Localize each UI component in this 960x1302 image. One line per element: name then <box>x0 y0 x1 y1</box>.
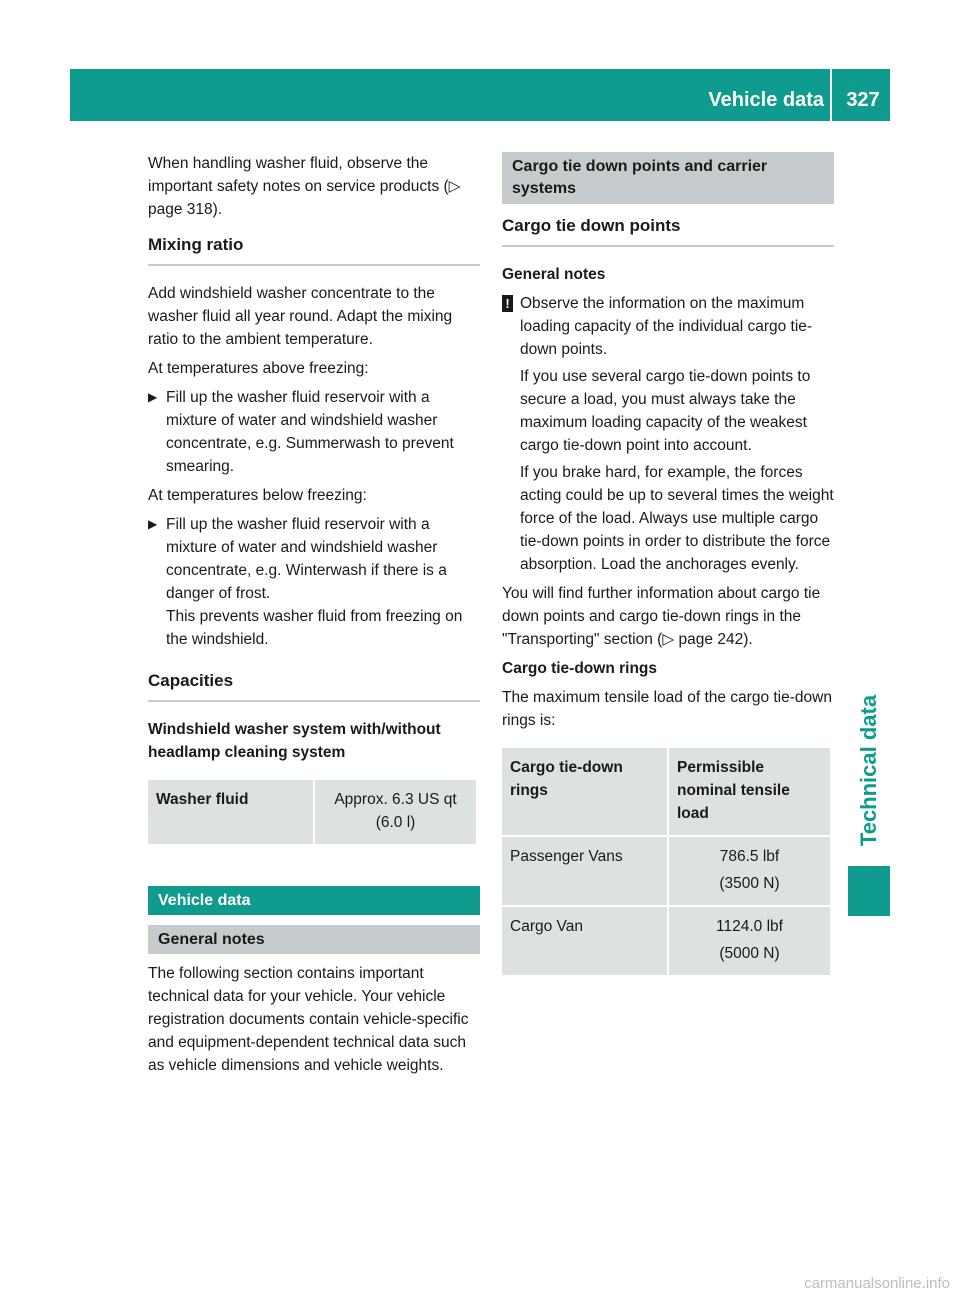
table-cell-load <box>669 837 830 905</box>
load-imperial: 1124.0 lbf <box>716 918 783 935</box>
table-row <box>148 780 476 844</box>
below-freezing-step-result: This prevents washer fluid from freezing on the windshield. <box>166 608 463 648</box>
load-metric: (3500 N) <box>719 875 780 892</box>
load-imperial: 786.5 lbf <box>719 848 780 865</box>
table-row <box>502 837 830 905</box>
warning-text-3: If you brake hard, for example, the forces acting could be up to several times the weight force of the load. Always use multiple cargo tie-down points in order to distribute the force absorption. Load the anchorages evenly. <box>520 464 834 573</box>
intro-text: When handling washer fluid, observe the important safety notes on service products (▷ page 318). <box>148 155 461 218</box>
washer-fluid-value <box>315 780 476 844</box>
capacities-table <box>146 778 478 846</box>
table-cell-vehicle: Passenger Vans <box>502 837 667 905</box>
cargo-general-notes-heading: General notes <box>502 266 606 283</box>
cargo-section-banner: Cargo tie down points and carrier systems <box>502 152 834 204</box>
header-divider <box>830 69 832 121</box>
general-notes-banner: General notes <box>148 925 480 954</box>
page-number: 327 <box>846 89 880 111</box>
header-title: Vehicle data <box>708 89 824 111</box>
step-arrow-icon: ▶ <box>148 390 158 404</box>
load-metric: (5000 N) <box>719 945 780 962</box>
further-info-text: You will find further information about cargo tie down points and cargo tie-down rings in the "Transporting" section (▷ page 242). <box>502 585 821 648</box>
washer-fluid-value-us: Approx. 6.3 US qt <box>334 791 457 808</box>
washer-fluid-value-metric: (6.0 l) <box>375 814 416 831</box>
cargo-rings-heading: Cargo tie-down rings <box>502 660 657 677</box>
warning-text-2: If you use several cargo tie-down points to secure a load, you must always take the maximum loading capacity of the weakest cargo tie-down point into account. <box>520 368 811 454</box>
warning-icon: ! <box>502 295 513 312</box>
cargo-rings-text: The maximum tensile load of the cargo tie-down rings is: <box>502 689 832 729</box>
left-column <box>148 152 480 1083</box>
column-header-load: Permissible nominal tensile load <box>669 748 830 835</box>
cargo-tie-down-heading: Cargo tie down points <box>502 214 834 247</box>
column-header-rings: Cargo tie-down rings <box>502 748 667 835</box>
warning-text-1: Observe the information on the maximum loading capacity of the individual cargo tie-down points. <box>520 295 813 358</box>
side-tab <box>848 690 890 850</box>
table-row <box>502 907 830 975</box>
below-freezing-step <box>148 513 480 651</box>
table-cell-load <box>669 907 830 975</box>
side-tab-label: Technical data <box>856 694 882 846</box>
washer-fluid-label: Washer fluid <box>148 780 313 844</box>
cargo-warning <box>502 292 834 361</box>
above-freezing-step <box>148 386 480 478</box>
side-tab-block <box>848 866 890 916</box>
table-header-row <box>502 748 830 835</box>
mixing-ratio-heading: Mixing ratio <box>148 233 480 266</box>
above-freezing-label: At temperatures above freezing: <box>148 360 369 377</box>
watermark: carmanualsonline.info <box>804 1275 950 1292</box>
below-freezing-label: At temperatures below freezing: <box>148 487 367 504</box>
washer-system-subheading: Windshield washer system with/without headlamp cleaning system <box>148 721 441 761</box>
cargo-rings-table <box>500 746 832 977</box>
capacities-heading: Capacities <box>148 669 480 702</box>
above-freezing-step-text: Fill up the washer fluid reservoir with a mixture of water and windshield washer concentrate, e.g. Summerwash to prevent smearing. <box>166 389 454 475</box>
general-notes-text: The following section contains important technical data for your vehicle. Your vehicle registration documents contain vehicle-specific and equipment-dependent technical data such as vehicle dimensions and vehicle weights. <box>148 965 469 1074</box>
right-column <box>502 152 834 977</box>
vehicle-data-banner: Vehicle data <box>148 886 480 915</box>
mixing-ratio-text: Add windshield washer concentrate to the washer fluid all year round. Adapt the mixing ratio to the ambient temperature. <box>148 285 453 348</box>
step-arrow-icon: ▶ <box>148 517 158 531</box>
below-freezing-step-text: Fill up the washer fluid reservoir with a mixture of water and windshield washer concentrate, e.g. Winterwash if there is a danger of frost. <box>166 516 447 602</box>
table-cell-vehicle: Cargo Van <box>502 907 667 975</box>
